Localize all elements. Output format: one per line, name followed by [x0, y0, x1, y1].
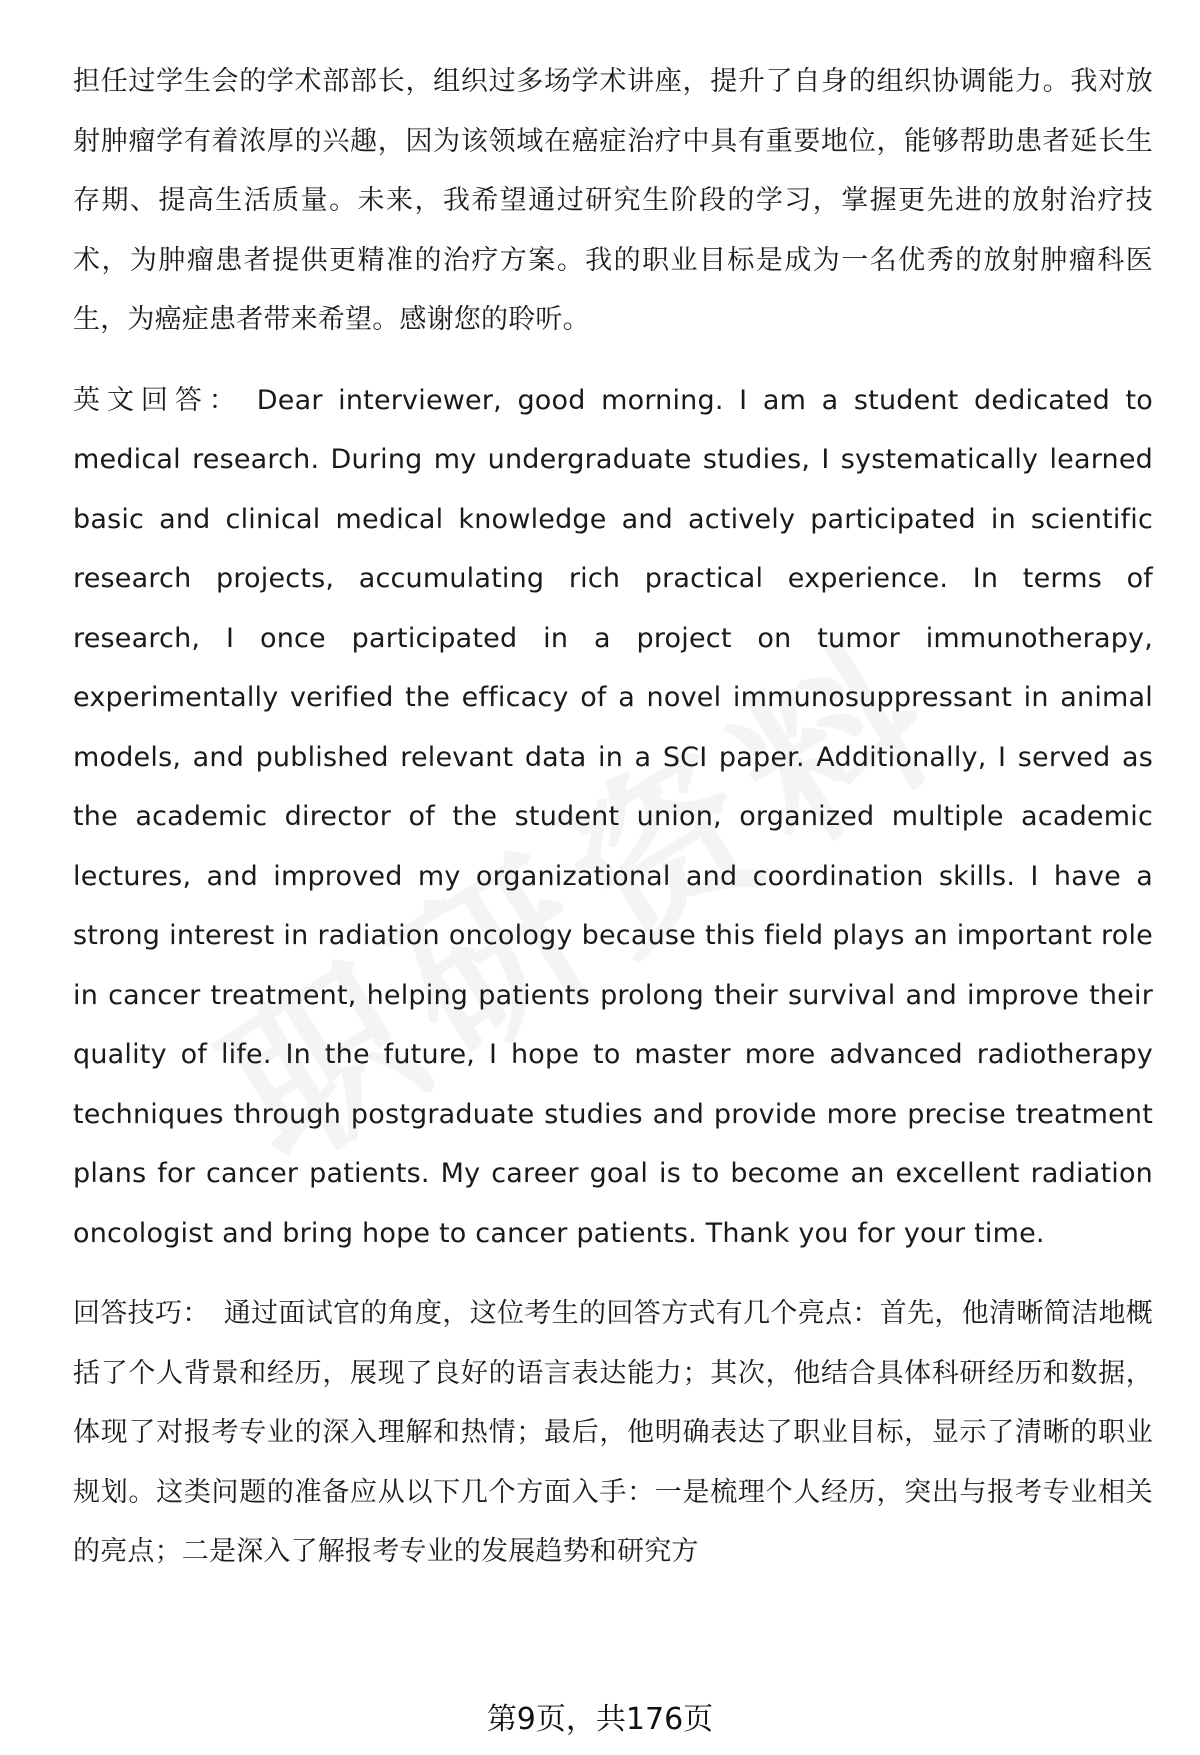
english-answer-paragraph — [73, 371, 1153, 1264]
answer-tips-paragraph — [73, 1284, 1153, 1582]
page-number-footer: 第9页，共176页 — [486, 1702, 714, 1737]
english-answer-text: Dear interviewer, good morning. I am a student dedicated to medical research. During my undergraduate studies, I systematically learned basic and clinical medical knowledge and actively participated in scientific research projects, accumulating rich practical experience. In terms of research, I once participated in a project on tumor immunotherapy, experimentally verified the efficacy of a novel immunosuppressant in animal models, and published relevant data in a SCI paper. Additionally, I served as the academic director of the student union, organized multiple academic lectures, and improved my organizational and coordination skills. I have a strong interest in radiation oncology because this field plays an important role in cancer treatment, helping patients prolong their survival and improve their quality of life. In the future, I hope to master more advanced radiotherapy techniques through postgraduate studies and provide more precise treatment plans for cancer patients. My career goal is to become an excellent radiation oncologist and bring hope to cancer patients. Thank you for your time. — [73, 384, 1153, 1249]
intro-continuation-paragraph: 担任过学生会的学术部部长，组织过多场学术讲座，提升了自身的组织协调能力。我对放射肿瘤学有着浓厚的兴趣，因为该领域在癌症治疗中具有重要地位，能够帮助患者延长生存期、提高生活质量。未来，我希望通过研究生阶段的学习，掌握更先进的放射治疗技术，为肿瘤患者提供更精准的治疗方案。我的职业目标是成为一名优秀的放射肿瘤科医生，为癌症患者带来希望。感谢您的聆听。 — [73, 66, 1153, 335]
document-body — [73, 52, 1153, 1582]
answer-tips-text: 通过面试官的角度，这位考生的回答方式有几个亮点：首先，他清晰简洁地概括了个人背景和经历，展现了良好的语言表达能力；其次，他结合具体科研经历和数据，体现了对报考专业的深入理解和热情；最后，他明确表达了职业目标，显示了清晰的职业规划。这类问题的准备应从以下几个方面入手：一是梳理个人经历，突出与报考专业相关的亮点；二是深入了解报考专业的发展趋势和研究方 — [73, 1298, 1153, 1567]
answer-tips-label: 回答技巧： — [73, 1298, 210, 1329]
english-answer-label: 英文回答： — [73, 384, 243, 416]
